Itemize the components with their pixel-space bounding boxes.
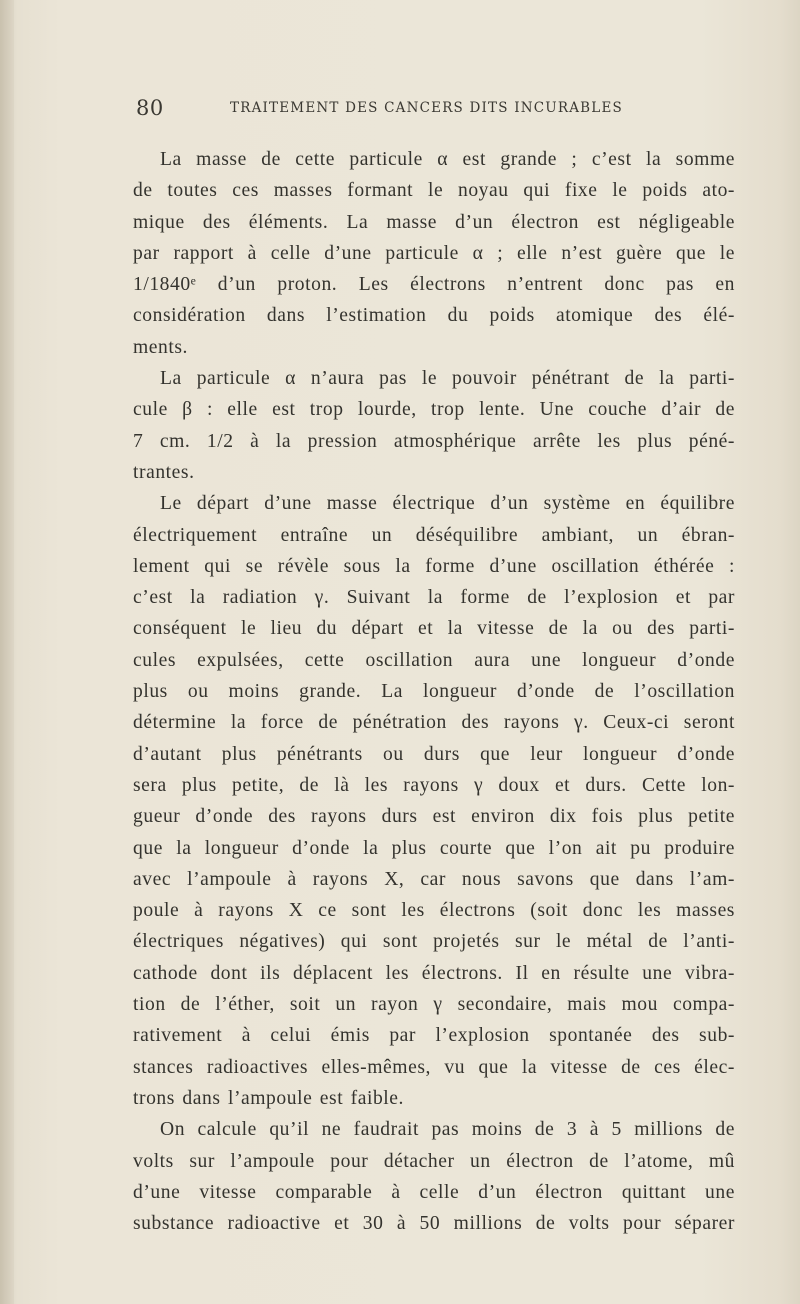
running-title: TRAITEMENT DES CANCERS DITS INCURABLES bbox=[230, 100, 623, 116]
text-line: On calcule qu’il ne faudrait pas moins de 3 à 5 millions de bbox=[160, 1119, 735, 1141]
text-line: c’est la radiation γ. Suivant la forme de l’explosion et par bbox=[133, 587, 735, 609]
text-line: La masse de cette particule α est grande ; c’est la somme bbox=[160, 149, 735, 170]
text-line: 1/1840ᵉ d’un proton. Les électrons n’entrent donc pas en bbox=[133, 274, 735, 296]
text-line: Le départ d’une masse électrique d’un système en équilibre bbox=[160, 493, 735, 515]
text-line: gueur d’onde des rayons durs est environ dix fois plus petite bbox=[133, 806, 735, 828]
text-line: rativement à celui émis par l’explosion spontanée des sub- bbox=[133, 1025, 735, 1047]
text-line: que la longueur d’onde la plus courte que l’on ait pu produire bbox=[133, 837, 735, 859]
text-line: ments. bbox=[133, 336, 189, 358]
text-line: d’une vitesse comparable à celle d’un électron quittant une bbox=[133, 1181, 735, 1203]
text-line: volts sur l’ampoule pour détacher un électron de l’atome, mû bbox=[133, 1150, 735, 1172]
text-line: conséquent le lieu du départ et la vitesse de la ou des parti- bbox=[133, 618, 735, 640]
text-line: mique des éléments. La masse d’un électron est négligeable bbox=[133, 211, 735, 233]
text-line: poule à rayons X ce sont les électrons (soit donc les masses bbox=[133, 900, 735, 922]
text-line: plus ou moins grande. La longueur d’onde de l’oscillation bbox=[133, 681, 735, 703]
text-line: cathode dont ils déplacent les électrons. Il en résulte une vibra- bbox=[133, 962, 735, 984]
text-line: détermine la force de pénétration des rayons γ. Ceux-ci seront bbox=[133, 712, 735, 734]
text-line: d’autant plus pénétrants ou durs que leur longueur d’onde bbox=[133, 743, 735, 765]
text-line: stances radioactives elles-mêmes, vu que la vitesse de ces élec- bbox=[133, 1056, 735, 1078]
text-line: considération dans l’estimation du poids atomique des élé- bbox=[133, 305, 735, 327]
text-line: trons dans l’ampoule est faible. bbox=[133, 1087, 404, 1109]
text-line: avec l’ampoule à rayons X, car nous savons que dans l’am- bbox=[133, 868, 735, 890]
text-line: tion de l’éther, soit un rayon γ secondaire, mais mou compa- bbox=[133, 994, 735, 1016]
body-text bbox=[133, 144, 735, 1239]
text-line: trantes. bbox=[133, 461, 195, 483]
text-line: cule β : elle est trop lourde, trop lente. Une couche d’air de bbox=[133, 399, 735, 421]
text-line: lement qui se révèle sous la forme d’une oscillation éthérée : bbox=[133, 555, 735, 577]
text-line: cules expulsées, cette oscillation aura une longueur d’onde bbox=[133, 649, 735, 671]
text-line: électriquement entraîne un déséquilibre ambiant, un ébran- bbox=[133, 524, 735, 546]
text-line: sera plus petite, de là les rayons γ doux et durs. Cette lon- bbox=[133, 774, 735, 796]
page-header bbox=[130, 96, 738, 126]
text-line: de toutes ces masses formant le noyau qui fixe le poids ato- bbox=[133, 180, 735, 202]
text-line: substance radioactive et 30 à 50 millions de volts pour séparer bbox=[133, 1213, 735, 1235]
text-line: par rapport à celle d’une particule α ; elle n’est guère que le bbox=[133, 242, 735, 264]
page-number: 80 bbox=[136, 96, 164, 120]
text-line: électriques négatives) qui sont projetés sur le métal de l’anti- bbox=[133, 931, 735, 953]
text-line: La particule α n’aura pas le pouvoir pénétrant de la parti- bbox=[160, 368, 735, 390]
text-line: 7 cm. 1/2 à la pression atmosphérique arrête les plus péné- bbox=[133, 430, 735, 452]
page-gutter-edge bbox=[0, 0, 14, 1304]
